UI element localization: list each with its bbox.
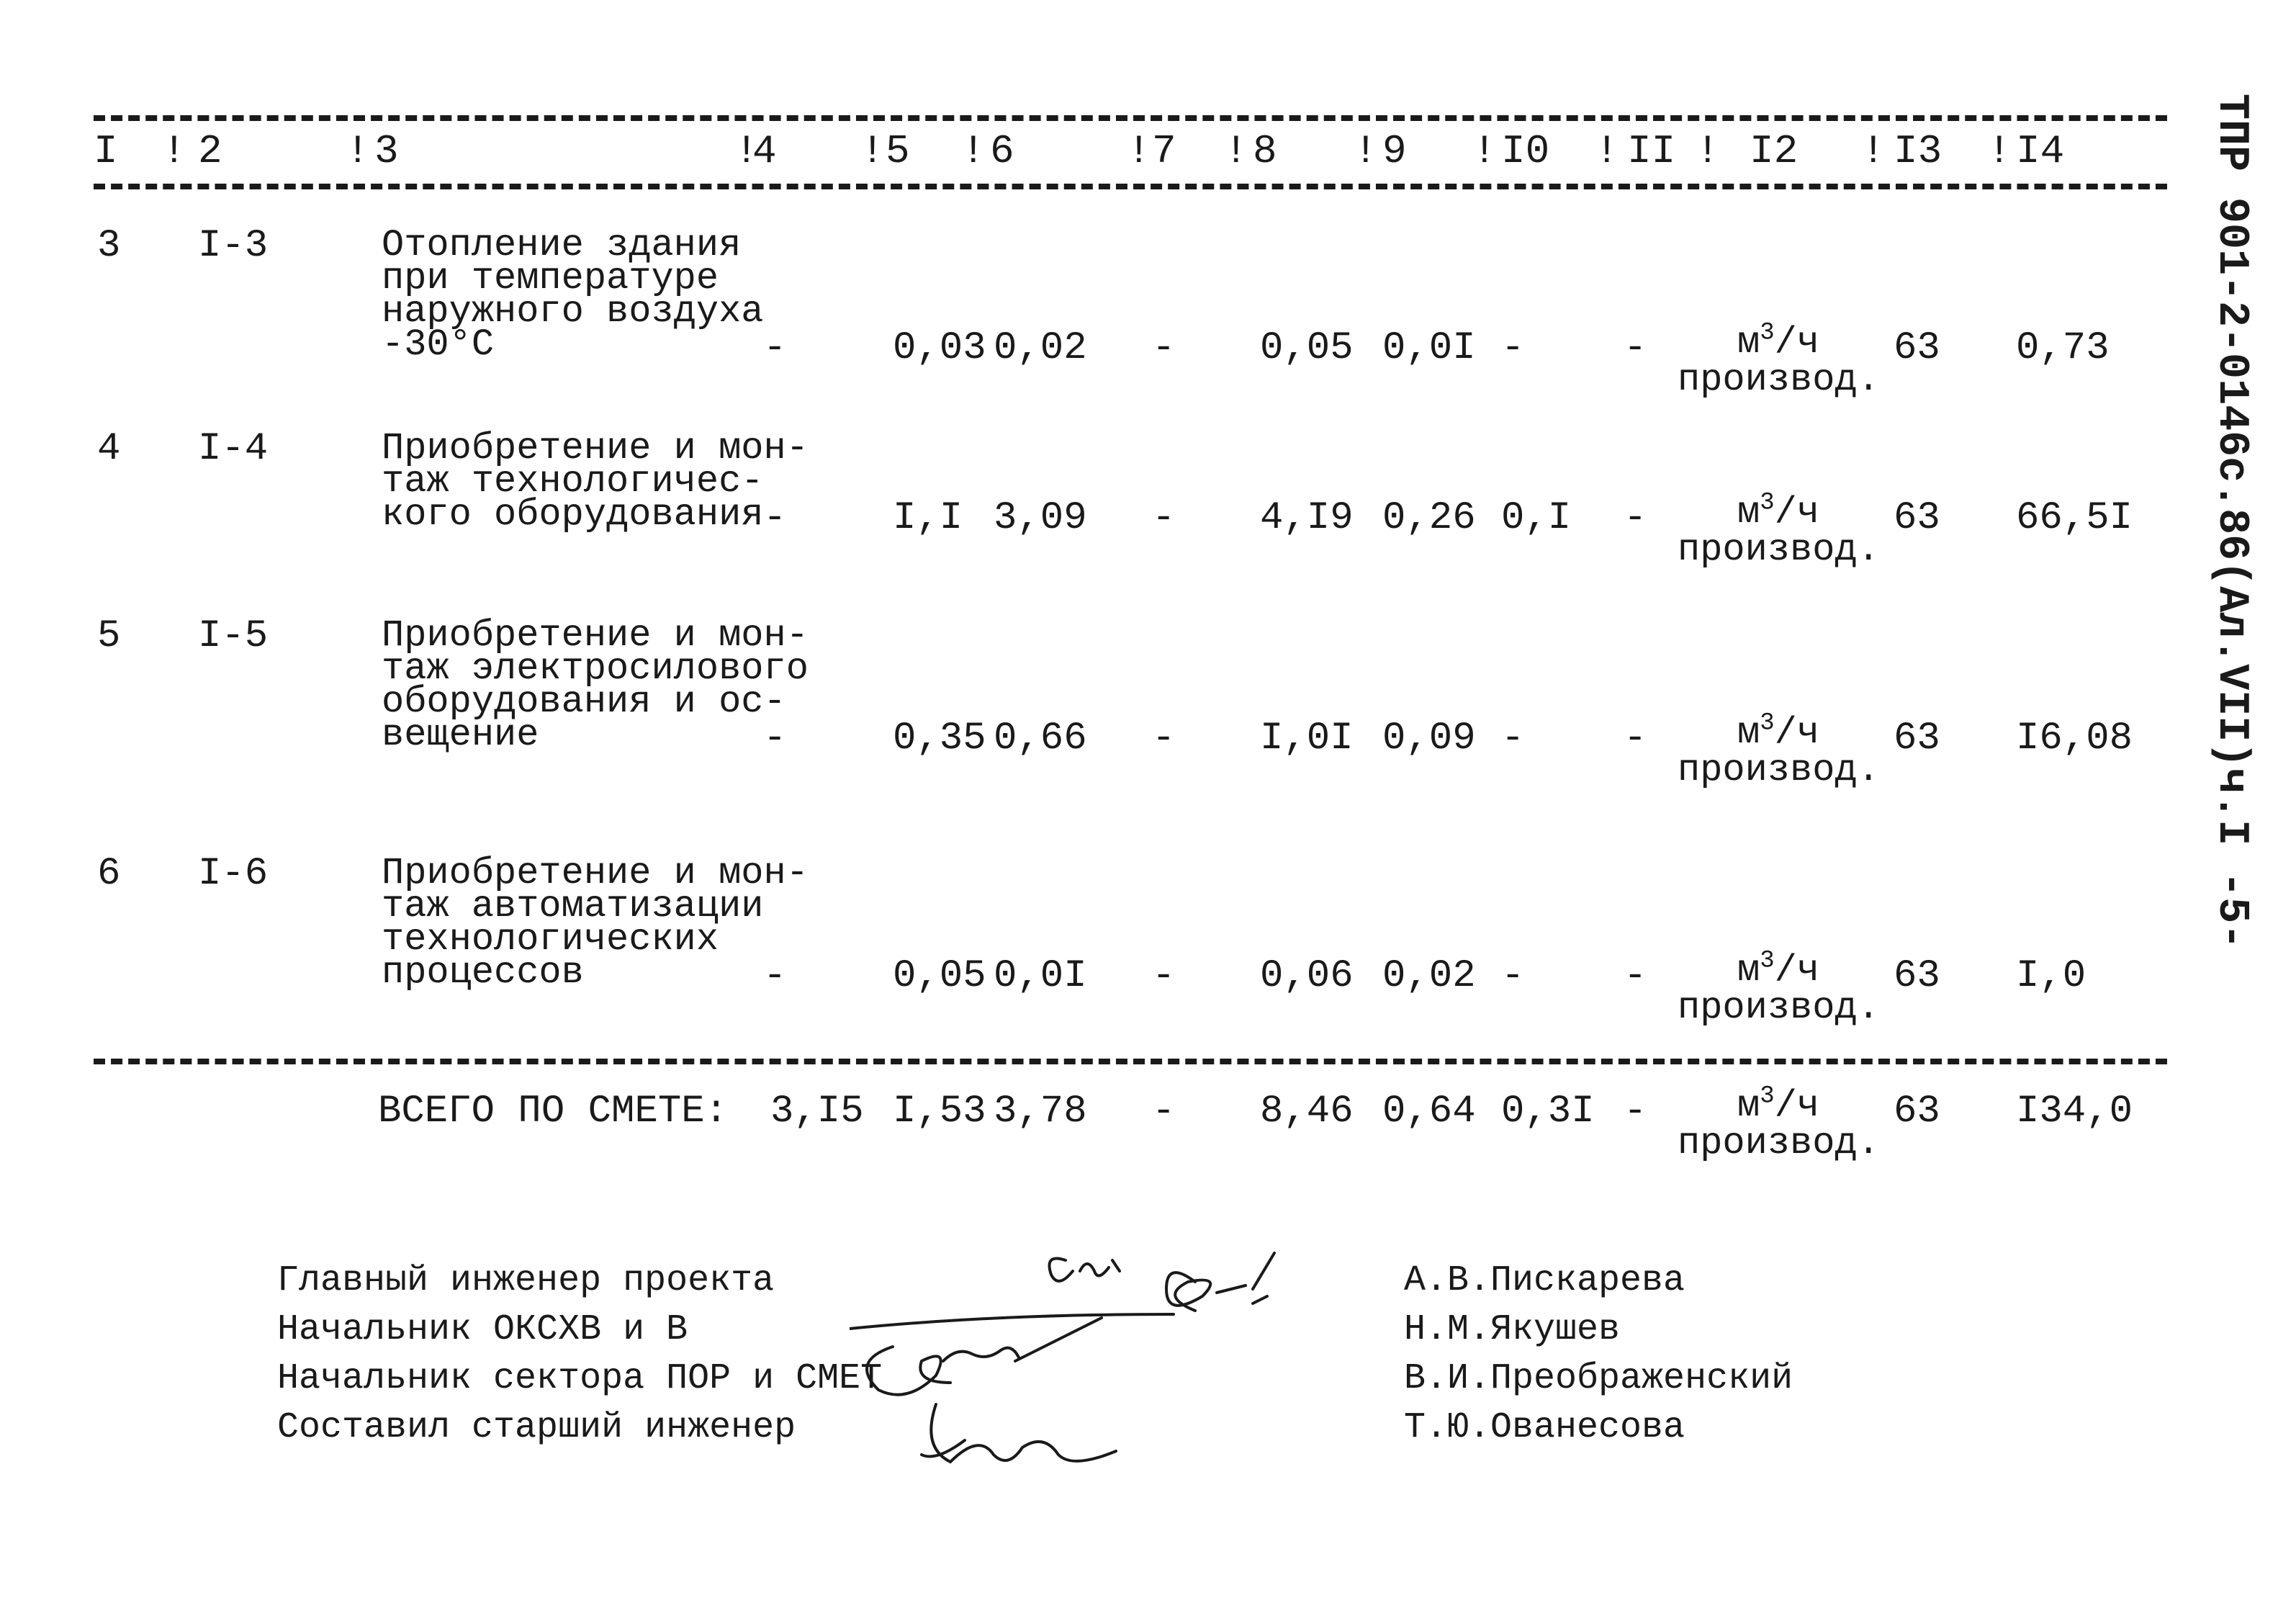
- description-line: оборудования и ос-: [382, 681, 786, 723]
- unit-sub: производ.: [1678, 987, 1880, 1029]
- signature-role: Составил старший инженер: [277, 1407, 796, 1448]
- unit-cell: [1678, 319, 1880, 401]
- description-line: вещение: [382, 714, 539, 756]
- cell-c10: -: [1501, 954, 1525, 998]
- signature-name: Т.Ю.Ованесова: [1404, 1407, 1685, 1448]
- cell-c6: 0,0I: [994, 954, 1087, 998]
- unit-rest: /ч: [1774, 491, 1820, 534]
- cell-c5: 0,05: [893, 954, 986, 998]
- header-separator: !: [734, 128, 759, 174]
- header-cell-1: I: [94, 128, 118, 174]
- header-cell-8: 8: [1253, 128, 1277, 174]
- row-code: I-3: [198, 224, 269, 268]
- total-c8: 8,46: [1260, 1090, 1354, 1134]
- header-bottom-rule: [94, 184, 2167, 189]
- unit-main: м: [1737, 712, 1760, 754]
- unit-sup: 3: [1760, 319, 1775, 347]
- header-separator: !: [1595, 128, 1619, 174]
- unit-line: [1678, 947, 1879, 992]
- cell-c5: 0,03: [893, 326, 986, 370]
- handwritten-signatures: [850, 1239, 1296, 1498]
- cell-c4: -: [763, 496, 787, 540]
- description-line: таж автоматизации: [382, 885, 764, 928]
- signature-name: А.В.Пискарева: [1404, 1260, 1685, 1301]
- unit-sub: производ.: [1678, 529, 1880, 571]
- unit-sup: 3: [1760, 947, 1775, 975]
- unit-rest: /ч: [1774, 949, 1820, 992]
- header-top-rule: [94, 115, 2167, 121]
- row-number: 3: [97, 224, 121, 268]
- cell-c14: 0,73: [2016, 326, 2110, 370]
- row-description: [382, 224, 764, 366]
- header-separator: !: [1354, 128, 1378, 174]
- description-line: Отопление здания: [382, 224, 742, 266]
- cell-c6: 0,02: [994, 326, 1087, 370]
- cell-c5: I,I: [893, 496, 963, 540]
- signature-role: Начальник сектора ПОР и СМЕТ: [277, 1358, 883, 1399]
- cell-c9: 0,0I: [1382, 326, 1476, 370]
- cell-c8: 0,06: [1260, 954, 1354, 998]
- cell-c7: -: [1152, 954, 1176, 998]
- description-line: при температуре: [382, 257, 719, 300]
- cell-c6: 3,09: [994, 496, 1087, 540]
- total-c10: 0,3I: [1501, 1090, 1595, 1134]
- unit-line: [1678, 489, 1879, 534]
- unit-sup: 3: [1760, 709, 1775, 737]
- row-number: 4: [97, 427, 121, 471]
- signature-name: В.И.Преображенский: [1404, 1358, 1793, 1399]
- cell-c10: -: [1501, 326, 1525, 370]
- cell-c9: 0,26: [1382, 496, 1476, 540]
- cell-c11: -: [1624, 326, 1647, 370]
- cell-c11: -: [1624, 954, 1647, 998]
- header-separator: !: [860, 128, 885, 174]
- header-cell-7: 7: [1152, 128, 1176, 174]
- cell-c4: -: [763, 326, 787, 370]
- header-separator: !: [162, 128, 186, 174]
- total-c7: -: [1152, 1090, 1176, 1134]
- cell-c13: 63: [1894, 717, 1940, 760]
- cell-c8: 4,I9: [1260, 496, 1354, 540]
- header-cell-12: I2: [1750, 128, 1798, 174]
- cell-c4: -: [763, 717, 787, 760]
- total-c13: 63: [1894, 1090, 1940, 1134]
- cell-c14: I,0: [2016, 954, 2086, 998]
- unit-cell: [1678, 489, 1880, 571]
- description-line: таж технологичес-: [382, 460, 764, 503]
- header-separator: !: [1224, 128, 1248, 174]
- unit-sup: 3: [1760, 489, 1775, 517]
- cell-c13: 63: [1894, 954, 1940, 998]
- total-unit-cell: [1678, 1082, 1880, 1164]
- header-cell-11: II: [1627, 128, 1676, 174]
- description-line: -30°С: [382, 323, 495, 366]
- cell-c9: 0,02: [1382, 954, 1476, 998]
- cell-c14: I6,08: [2016, 717, 2133, 760]
- unit-rest: /ч: [1774, 321, 1820, 364]
- description-line: наружного воздуха: [382, 290, 764, 333]
- unit-rest: /ч: [1774, 712, 1820, 754]
- description-line: технологических: [382, 918, 719, 961]
- header-separator: !: [1472, 128, 1497, 174]
- cell-c11: -: [1624, 496, 1647, 540]
- unit-cell: [1678, 709, 1880, 791]
- row-description: [382, 852, 809, 994]
- description-line: кого оборудования: [382, 493, 764, 536]
- row-code: I-4: [198, 427, 269, 471]
- header-separator: !: [1987, 128, 2012, 174]
- row-number: 6: [97, 852, 121, 896]
- cell-c10: -: [1501, 717, 1525, 760]
- row-description: [382, 427, 809, 536]
- total-c9: 0,64: [1382, 1090, 1476, 1134]
- unit-main: м: [1737, 321, 1760, 364]
- header-separator: !: [1861, 128, 1886, 174]
- cell-c7: -: [1152, 326, 1176, 370]
- header-separator: !: [1696, 128, 1720, 174]
- total-c4: 3,I5: [770, 1090, 864, 1134]
- document-stamp: [2195, 94, 2267, 950]
- description-line: Приобретение и мон-: [382, 614, 809, 657]
- cell-c7: -: [1152, 717, 1176, 760]
- unit-sub: производ.: [1678, 359, 1880, 401]
- total-c11: -: [1624, 1090, 1647, 1134]
- cell-c13: 63: [1894, 496, 1940, 540]
- description-line: процессов: [382, 951, 584, 994]
- header-cell-4: 4: [752, 128, 777, 174]
- unit-main: м: [1737, 1085, 1760, 1127]
- cell-c9: 0,09: [1382, 717, 1476, 760]
- cell-c6: 0,66: [994, 717, 1087, 760]
- header-cell-13: I3: [1894, 128, 1942, 174]
- unit-line: [1678, 1082, 1879, 1127]
- row-number: 5: [97, 614, 121, 658]
- description-line: таж электросилового: [382, 647, 809, 690]
- cell-c10: 0,I: [1501, 496, 1572, 540]
- unit-cell: [1678, 947, 1880, 1029]
- unit-main: м: [1737, 949, 1760, 992]
- total-c14: I34,0: [2016, 1090, 2133, 1134]
- unit-rest: /ч: [1774, 1085, 1820, 1127]
- cell-c8: I,0I: [1260, 717, 1354, 760]
- total-c5: I,53: [893, 1090, 986, 1134]
- signature-name: Н.М.Якушев: [1404, 1309, 1621, 1350]
- cell-c8: 0,05: [1260, 326, 1354, 370]
- header-cell-3: 3: [374, 128, 399, 174]
- description-line: Приобретение и мон-: [382, 427, 809, 470]
- signature-role: Главный инженер проекта: [277, 1260, 775, 1301]
- description-line: Приобретение и мон-: [382, 852, 809, 894]
- unit-sub: производ.: [1678, 749, 1880, 791]
- stamp-text: ТПР 901-2-0146с.86(Ал.VII)ч.I -5-: [2207, 94, 2256, 950]
- total-label: ВСЕГО ПО СМЕТЕ:: [378, 1090, 729, 1134]
- header-separator: !: [346, 128, 370, 174]
- unit-main: м: [1737, 491, 1760, 534]
- total-rule: [94, 1059, 2167, 1064]
- row-code: I-6: [198, 852, 269, 896]
- total-c6: 3,78: [994, 1090, 1087, 1134]
- header-cell-14: I4: [2016, 128, 2065, 174]
- unit-sub: производ.: [1678, 1122, 1880, 1164]
- cell-c4: -: [763, 954, 787, 998]
- header-separator: !: [961, 128, 986, 174]
- cell-c5: 0,35: [893, 717, 986, 760]
- header-cell-9: 9: [1382, 128, 1407, 174]
- header-cell-5: 5: [886, 128, 910, 174]
- header-separator: !: [1127, 128, 1151, 174]
- unit-line: [1678, 319, 1879, 364]
- signature-role: Начальник ОКСХВ и В: [277, 1309, 688, 1350]
- header-cell-2: 2: [198, 128, 222, 174]
- row-description: [382, 614, 809, 756]
- row-code: I-5: [198, 614, 269, 658]
- cell-c13: 63: [1894, 326, 1940, 370]
- unit-sup: 3: [1760, 1082, 1775, 1110]
- cell-c14: 66,5I: [2016, 496, 2133, 540]
- header-cell-6: 6: [990, 128, 1014, 174]
- cell-c11: -: [1624, 717, 1647, 760]
- cell-c7: -: [1152, 496, 1176, 540]
- unit-line: [1678, 709, 1879, 754]
- header-cell-10: I0: [1501, 128, 1550, 174]
